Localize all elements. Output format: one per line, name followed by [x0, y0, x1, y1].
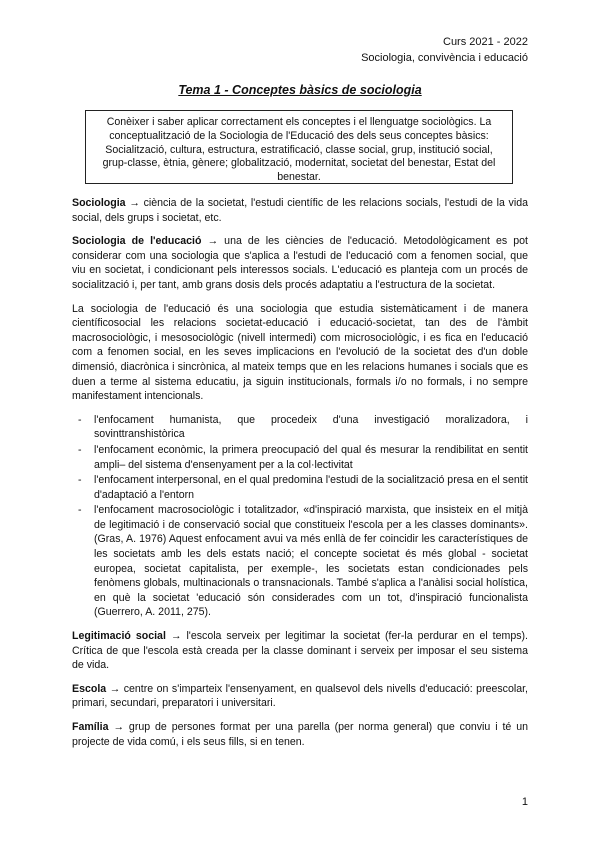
list-item-text: l'enfocament interpersonal, en el qual predomina l'estudi de la socialització presa en el sentit d'adaptació a l'entorn	[94, 474, 528, 501]
dash-marker: -	[78, 443, 82, 456]
definition-familia	[72, 720, 528, 749]
list-item-text: l'enfocament humanista, que procedeix d'una investigació moralizadora, i sovinttranshistòrica	[94, 413, 528, 441]
term: Família	[72, 721, 109, 733]
list-item-text: l'enfocament macrosociològic i totalitzador, «d'inspiració marxista, que insisteix en el mitjà de legitimació i de conservació social que constitueix l'escola per a les classes dominants». (Gras, A. 1976) Aquest enfocament avui va més enllà de fer coincidir les característiques de les societats amb les dels estats nació; el concepte societat és més global - societat europea, societat capitalista, per exemple-, les societats estan condicionades pels fenòmens globals, multinacionals o transnacionals. També s'aplica a l'anàlisi social holística, en què la societat 'educació són considerades com un tot, d'inspiració funcionalista (Guerrero, A. 2011, 275).	[94, 504, 528, 619]
list-item	[72, 503, 528, 620]
definition-sociologia-educacio	[72, 234, 528, 292]
definition-sociologia	[72, 196, 528, 225]
definition-text: → centre on s'imparteix l'ensenyament, en qualsevol dels nivells d'educació: preescolar, primari, secundari, preparatori i universitari.	[72, 682, 528, 710]
definition-text: → l'escola serveix per legitimar la societat (fer-la perdurar en el temps). Crítica de que l'escola està creada per la classe dominant i serveix per imposar el seu sistema de vida.	[72, 630, 528, 672]
term: Escola	[72, 682, 107, 695]
list-item-text: l'enfocament econòmic, la primera preocupació del qual és mesurar la rendibilitat en sentit ampli– del sistema d'ensenyament per a la col·lectivitat	[94, 443, 528, 471]
page-header	[361, 34, 528, 66]
definition-escola	[72, 682, 528, 711]
course-year: Curs 2021 - 2022	[443, 36, 528, 48]
definition-text: → una de les ciències de l'educació. Metodològicament es pot considerar com una sociologia que s'aplica a l'estudi de l'educació com a fenomen social, que viu en societat, i condicionant pels interessos socials. L'educació es planteja com un procés de socialització i, per tant, amb grans dosis dels procés adaptatiu a l'estructura de la societat.	[72, 235, 528, 291]
dash-marker: -	[78, 474, 82, 487]
definition-legitimacio	[72, 629, 528, 673]
subject-name: Sociologia, convivència i educació	[361, 52, 528, 64]
list-item	[72, 473, 528, 502]
term: Sociologia	[72, 197, 126, 209]
document-body	[72, 196, 528, 758]
list-item	[72, 443, 528, 472]
definition-text: → ciència de la societat, l'estudi científic de les relacions socials, l'estudi de la vida social, dels grups i societat, etc.	[72, 197, 528, 224]
approaches-list	[72, 413, 528, 620]
list-item	[72, 413, 528, 442]
page-title: Tema 1 - Conceptes bàsics de sociologia	[178, 83, 422, 97]
page-number: 1	[521, 796, 528, 808]
term: Legitimació social	[72, 630, 166, 643]
term: Sociologia de l'educació	[72, 235, 202, 248]
definition-text: → grup de persones format per una parella (per norma general) que conviu i té un projecte de vida comú, i els seus fills, si en tenen.	[72, 721, 528, 748]
dash-marker: -	[78, 504, 82, 517]
paragraph-main: La sociologia de l'educació és una sociologia que estudia sistemàticament i de manera científicosocial les relacions societat-educació i educació-societat, tan des de l'àmbit macrosociològic, i mesosociològic (nivell intermedi) com microsociològic, i es fica en l'educació com a fenomen social, en les seves implicacions en l'evolució de la societat des d'un doble dimensió, diacrònica i sincrònica, al mateix temps que en les relacions humanes i socials que es duen a terme al sistema educatiu, ja siguin institucionals, formals i/o no formals, i no sempre manifestament intencionals.	[72, 302, 528, 403]
dash-marker: -	[78, 413, 82, 426]
objectives-box: Conèixer i saber aplicar correctament els conceptes i el llenguatge sociològics. La conceptualització de la Sociologia de l'Educació des dels seus conceptes bàsics: Socialització, cultura, estructura, estratificació, classe social, grup, institució social, grup-classe, ètnia, gènere; globalització, modernitat, societat del benestar, Estat del benestar.	[85, 110, 513, 184]
